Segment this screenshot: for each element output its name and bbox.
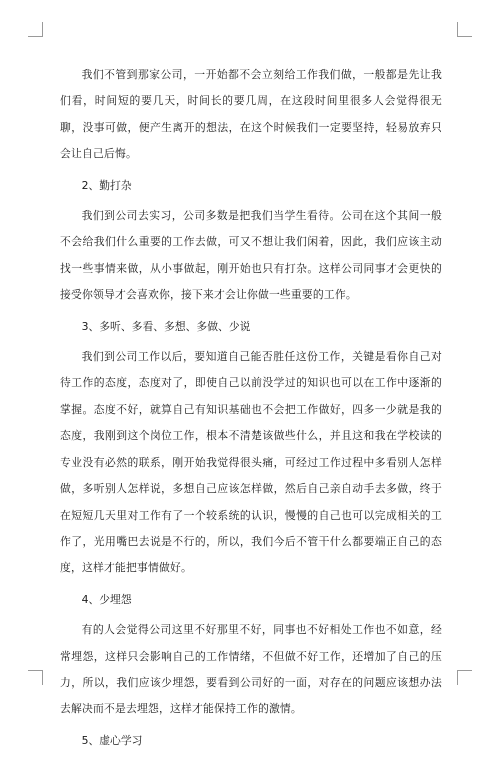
page-corner-mark-bottom-right [457, 670, 472, 685]
paragraph-errands: 我们到公司去实习，公司多数是把我们当学生看待。公司在这个其间一般不会给我们什么重要的工作去做，可又不想让我们闲着，因此，我们应该主动找一些事情来做，从小事做起，刚开始也只有打杂。这样公司同事才会更快的接受你领导才会喜欢你，接下来才会让你做一些重要的工作。 [60, 209, 442, 302]
heading-5-learn-humbly: 5、虚心学习 [81, 733, 143, 747]
paragraph-intro: 我们不管到那家公司，一开始都不会立刻给工作我们做，一般都是先让我们看，时间短的要几天，时间长的要几周，在这段时间里很多人会觉得很无聊，没事可做，便产生离开的想法，在这个时候我们一定要坚持，轻易放弃只会让自己后悔。 [60, 68, 442, 161]
page-corner-mark-top-left [28, 22, 43, 37]
page-corner-mark-bottom-left [28, 670, 43, 685]
heading-3-listen-watch-think: 3、多听、多看、多想、多做、少说 [81, 319, 251, 333]
heading-4-complain-less: 4、少埋怨 [81, 592, 132, 606]
paragraph-complain-less: 有的人会觉得公司这里不好那里不好，同事也不好相处工作也不如意，经常埋怨，这样只会影响自己的工作情绪，不但做不好工作，还增加了自己的压力，所以，我们应该少埋怨，要看到公司好的一面，对存在的问题应该想办法去解决而不是去埋怨，这样才能保持工作的激情。 [60, 623, 442, 716]
paragraph-attitude: 我们到公司工作以后，要知道自己能否胜任这份工作，关键是看你自己对待工作的态度，态度对了，即使自己以前没学过的知识也可以在工作中逐渐的掌握。态度不好，就算自己有知识基础也不会把工作做好，四多一少就是我的态度，我刚到这个岗位工作，根本不清楚该做些什么，并且这和我在学校读的专业没有必然的联系，刚开始我觉得很头痛，可经过工作过程中多看别人怎样做，多听别人怎样说，多想自己应该怎样做，然后自己亲自动手去多做，终于在短短几天里对工作有了一个较系统的认识，慢慢的自己也可以完成相关的工作了，光用嘴巴去说是不行的，所以，我们今后不管干什么都要端正自己的态度，这样才能把事情做好。 [60, 350, 442, 575]
heading-2-errands: 2、勤打杂 [81, 178, 132, 192]
page-corner-mark-top-right [457, 22, 472, 37]
document-body [60, 62, 442, 758]
